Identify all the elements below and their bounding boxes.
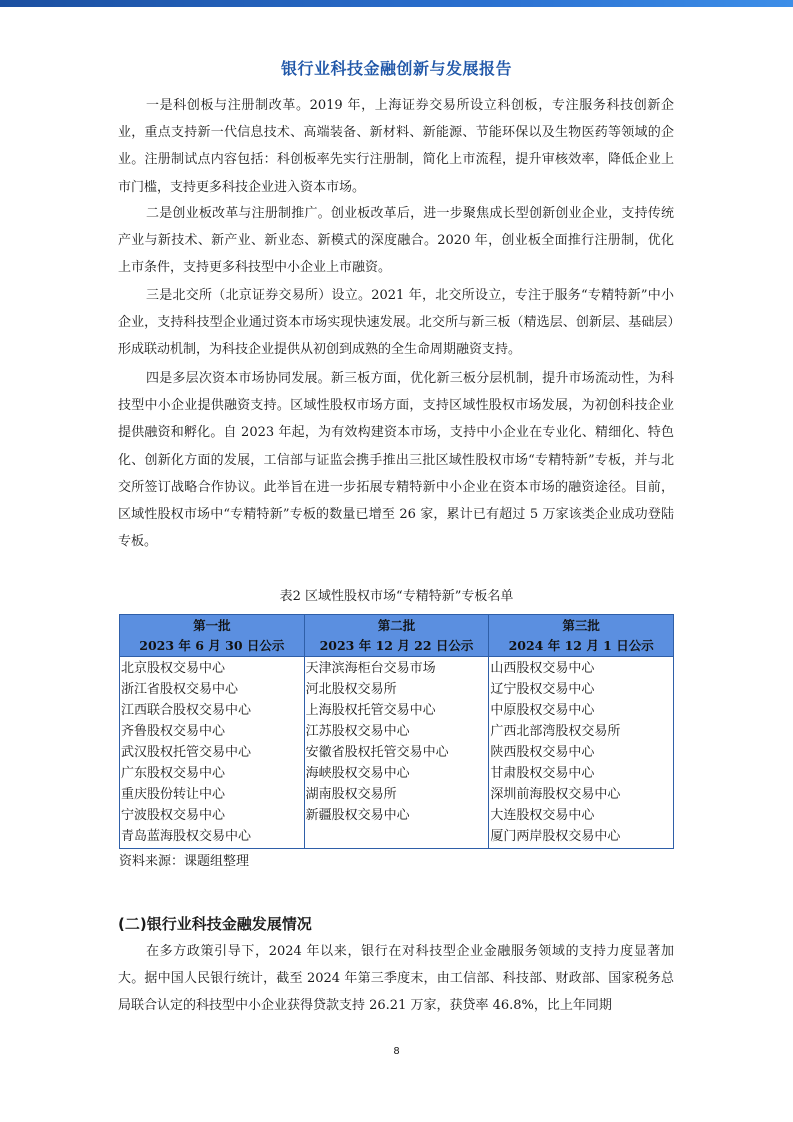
paragraph-star-market: 一是科创板与注册制改革。2019 年，上海证券交易所设立科创板，专注服务科技创新企业，重点支持新一代信息技术、高端装备、新材料、新能源、节能环保以及生物医药等领域的企业。注册制试点内容包括：科创板率先实行注册制，简化上市流程，提升审核效率，降低企业上市门槛，支持更多科技企业进入资本市场。 bbox=[118, 98, 674, 195]
table-cell: 重庆股份转让中心 bbox=[121, 787, 226, 802]
report-title: 银行业科技金融创新与发展报告 bbox=[280, 59, 512, 78]
table-cell: 江苏股权交易中心 bbox=[305, 724, 410, 739]
batch-label: 第一批 bbox=[193, 618, 231, 633]
batch-date: 2023 年 6 月 30 日公示 bbox=[139, 638, 285, 653]
paragraph-bse: 三是北交所（北京证券交易所）设立。2021 年，北交所设立，专注于服务“专精特新”中小企业，支持科技型企业通过资本市场实现快速发展。北交所与新三板（精选层、创新层、基础层）形成联动机制，为科技企业提供从初创到成熟的全生命周期融资支持。 bbox=[118, 288, 674, 358]
table-cell: 武汉股权托管交易中心 bbox=[121, 745, 252, 760]
table-column-batch-2 bbox=[304, 615, 489, 848]
table-column-batch-3 bbox=[488, 615, 673, 848]
batch-date: 2023 年 12 月 22 日公示 bbox=[319, 638, 474, 653]
paragraph-chinext: 二是创业板改革与注册制推广。创业板改革后，进一步聚焦成长型创新创业企业，支持传统产业与新技术、新产业、新业态、新模式的深度融合。2020 年，创业板全面推行注册制，优化上市条件，支持更多科技型中小企业上市融资。 bbox=[118, 206, 674, 276]
table-cell: 湖南股权交易所 bbox=[305, 787, 397, 802]
table-cell: 甘肃股权交易中心 bbox=[490, 766, 595, 781]
table-cell: 辽宁股权交易中心 bbox=[490, 682, 595, 697]
table-cell: 北京股权交易中心 bbox=[121, 661, 226, 676]
batch-label: 第三批 bbox=[562, 618, 600, 633]
special-board-table bbox=[119, 614, 674, 849]
table-cell: 广东股权交易中心 bbox=[121, 766, 226, 781]
table-cell: 浙江省股权交易中心 bbox=[121, 682, 239, 697]
batch-date: 2024 年 12 月 1 日公示 bbox=[508, 638, 654, 653]
table-cell: 中原股权交易中心 bbox=[490, 703, 595, 718]
section-heading: (二)银行业科技金融发展情况 bbox=[118, 915, 312, 933]
table-cell: 上海股权托管交易中心 bbox=[305, 703, 436, 718]
table-cell: 厦门两岸股权交易中心 bbox=[490, 829, 621, 844]
table-source-note: 资料来源：课题组整理 bbox=[119, 854, 250, 869]
table-caption: 表2 区域性股权市场“专精特新”专板名单 bbox=[279, 589, 514, 604]
table-cell: 齐鲁股权交易中心 bbox=[121, 724, 226, 739]
table-cell: 江西联合股权交易中心 bbox=[121, 703, 252, 718]
table-cell: 广西北部湾股权交易所 bbox=[490, 724, 621, 739]
table-cell: 深圳前海股权交易中心 bbox=[490, 787, 621, 802]
page-number: 8 bbox=[393, 1046, 400, 1057]
column-header bbox=[489, 615, 673, 657]
table-cell: 天津滨海柜台交易市场 bbox=[305, 661, 436, 676]
column-header bbox=[305, 615, 489, 657]
table-cell: 山西股权交易中心 bbox=[490, 661, 595, 676]
table-cell: 大连股权交易中心 bbox=[490, 808, 595, 823]
table-cell: 陕西股权交易中心 bbox=[490, 745, 595, 760]
paragraph-multilevel-market: 四是多层次资本市场协同发展。新三板方面，优化新三板分层机制，提升市场流动性，为科技型中小企业提供融资支持。区域性股权市场方面，支持区域性股权市场发展，为初创科技企业提供融资和孵化。自 2023 年起，为有效构建资本市场，支持中小企业在专业化、精细化、特色化、创新化方面的发展，工信部与证监会携手推出三批区域性股权市场“专精特新”专板，并与北交所签订战略合作协议。此举旨在进一步拓展专精特新中小企业在资本市场的融资途径。目前，区域性股权市场中“专精特新”专板的数量已增至 26 家，累计已有超过 5 万家该类企业成功登陆专板。 bbox=[118, 371, 674, 550]
paragraph-bank-tech-finance: 在多方政策引导下，2024 年以来，银行在对科技型企业金融服务领域的支持力度显著加大。据中国人民银行统计，截至 2024 年第三季度末，由工信部、科技部、财政部、国家税务总局联合认定的科技型中小企业获得贷款支持 26.21 万家，获贷率 46.8%，比上年同期 bbox=[118, 944, 674, 1014]
table-cell: 河北股权交易所 bbox=[305, 682, 397, 697]
table-cell: 青岛蓝海股权交易中心 bbox=[121, 829, 252, 844]
table-column-batch-1 bbox=[120, 615, 304, 848]
table-cell: 新疆股权交易中心 bbox=[305, 808, 410, 823]
table-cell: 安徽省股权托管交易中心 bbox=[305, 745, 449, 760]
batch-label: 第二批 bbox=[377, 618, 416, 633]
table-cell: 宁波股权交易中心 bbox=[121, 808, 226, 823]
top-accent-bar bbox=[0, 0, 793, 7]
column-header bbox=[120, 615, 304, 657]
table-cell: 海峡股权交易中心 bbox=[305, 766, 410, 781]
